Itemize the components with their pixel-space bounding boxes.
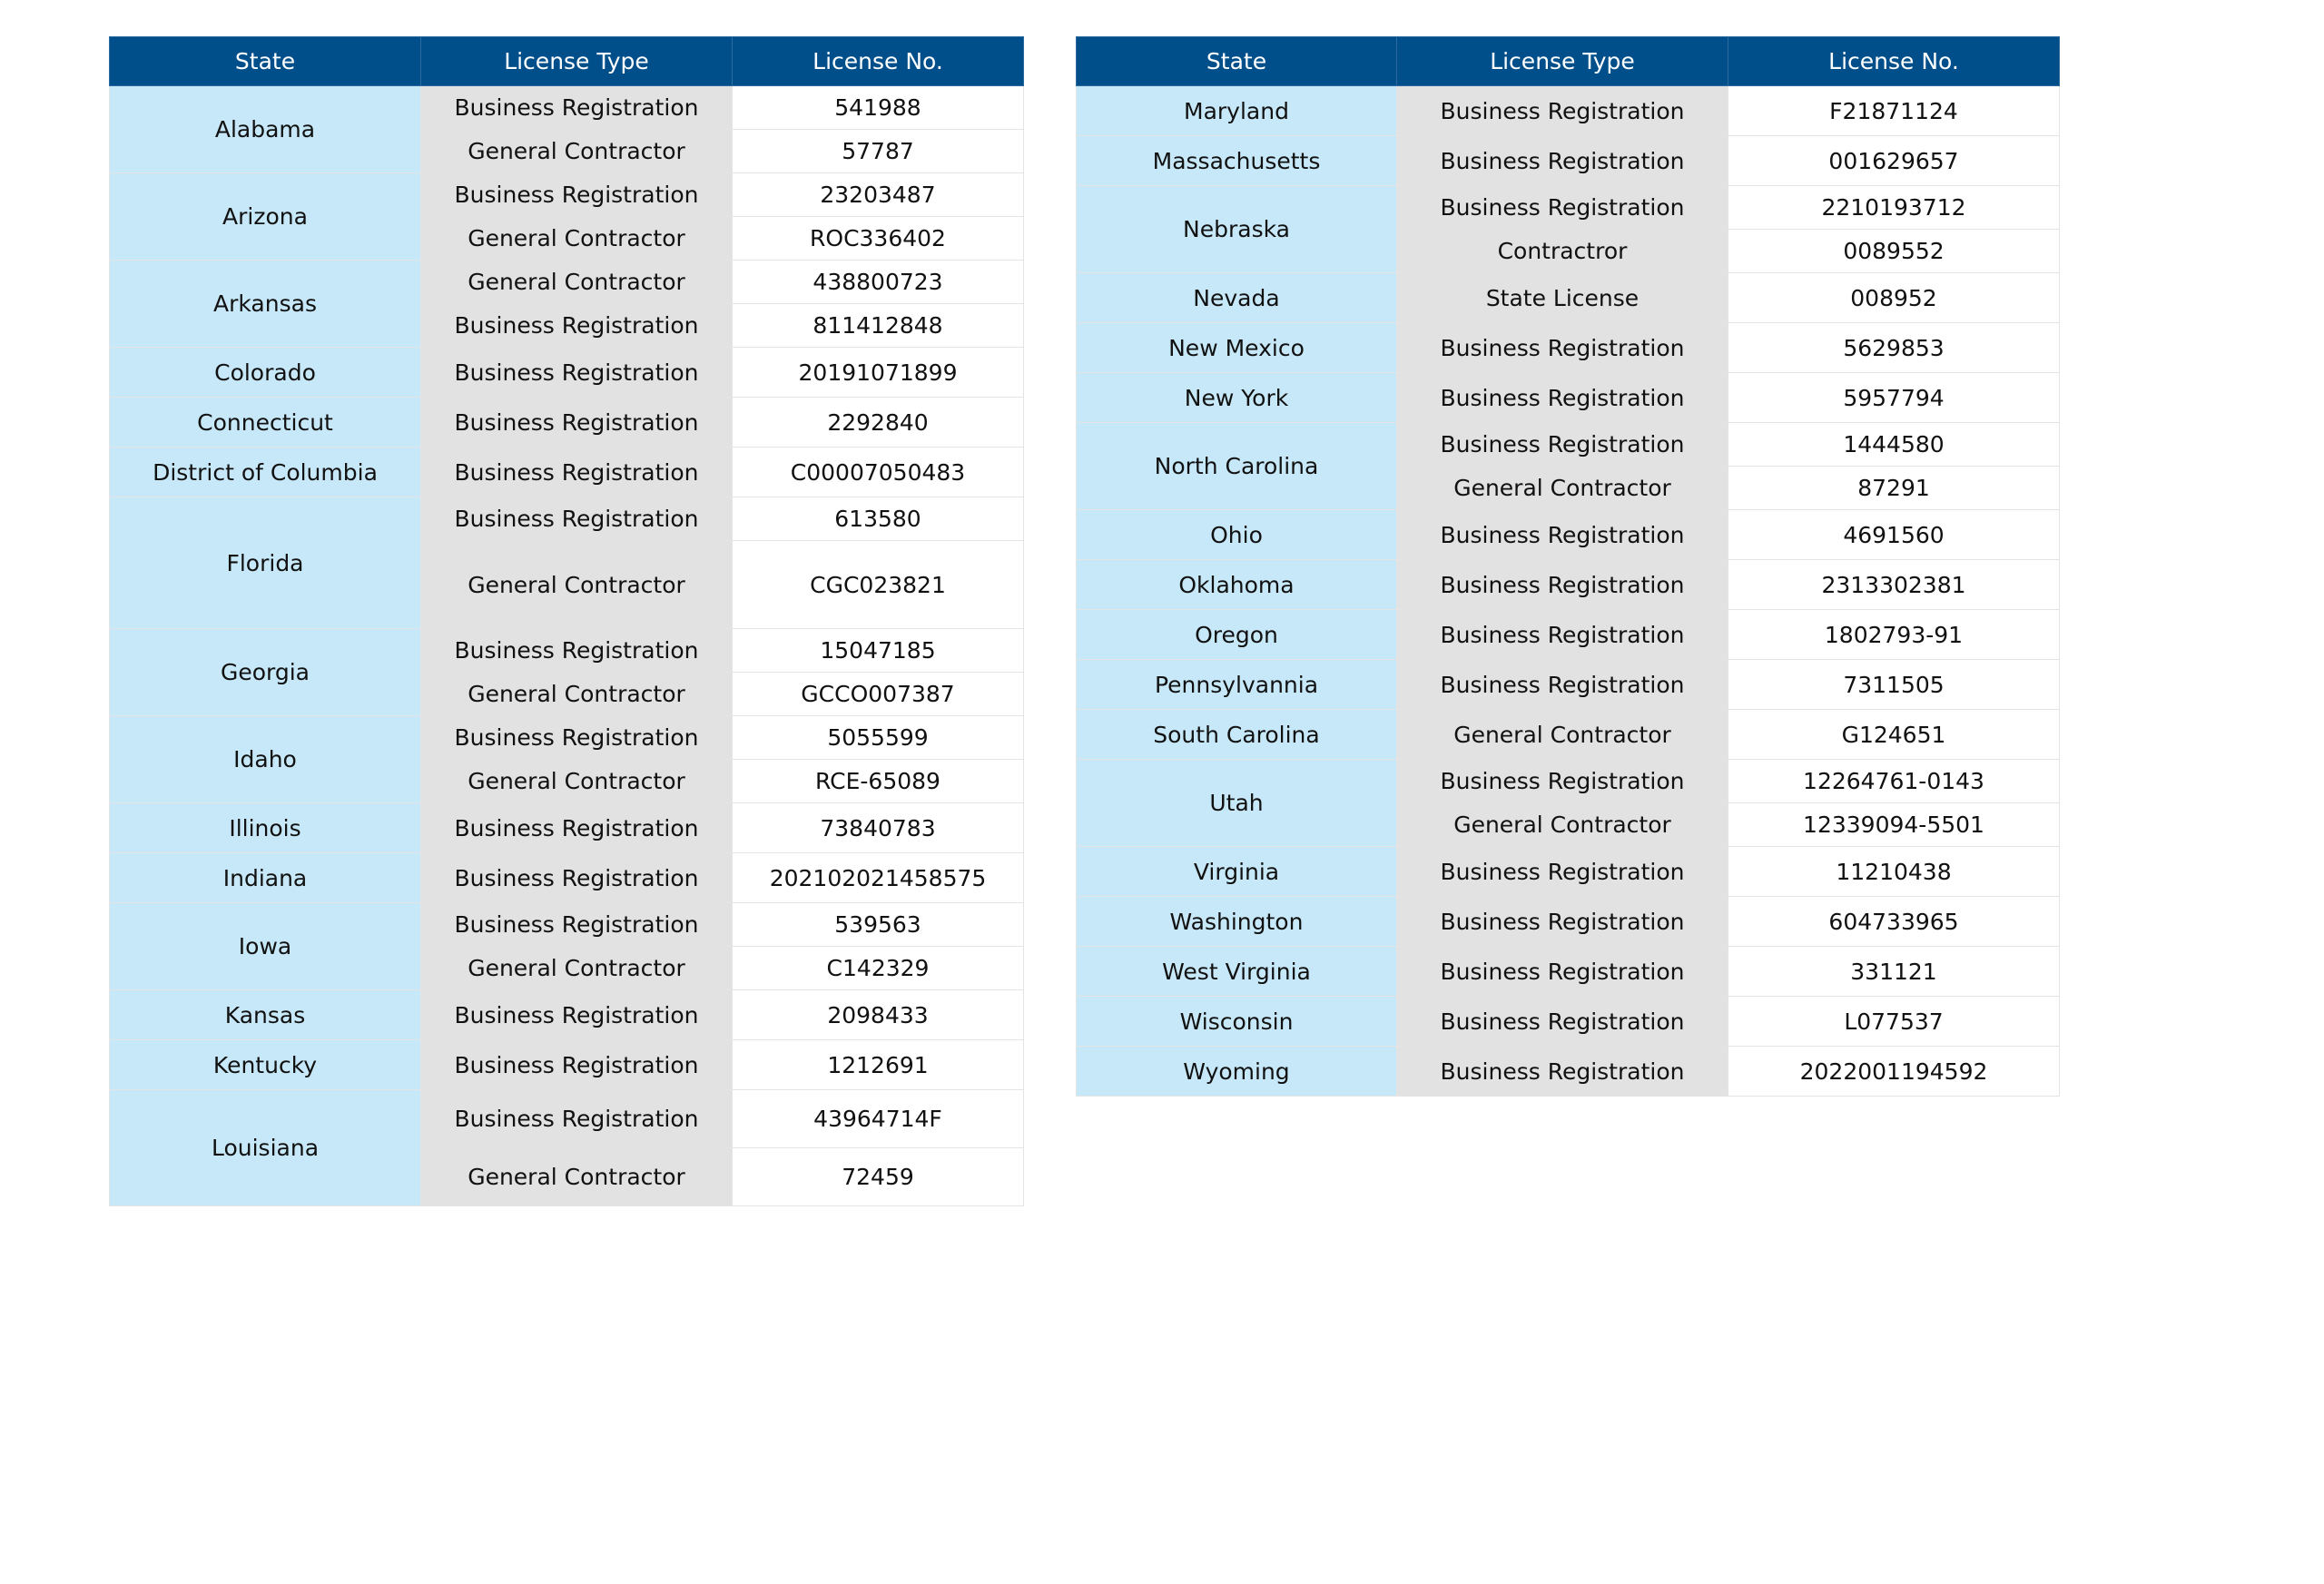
table-row (1077, 423, 2060, 467)
table-row (1077, 1047, 2060, 1097)
license-number-cell: 1444580 (1728, 423, 2060, 467)
license-table-left (109, 36, 1024, 1206)
license-type-cell: Business Registration (1397, 1047, 1728, 1097)
license-type-cell: Business Registration (421, 803, 733, 853)
license-number-cell: 15047185 (733, 629, 1024, 673)
table-row (1077, 560, 2060, 610)
state-cell: Oregon (1077, 610, 1397, 660)
license-number-cell: 001629657 (1728, 136, 2060, 186)
license-type-cell: General Contractor (1397, 710, 1728, 760)
license-number-cell: 7311505 (1728, 660, 2060, 710)
state-cell: Maryland (1077, 86, 1397, 136)
license-type-cell: General Contractor (421, 760, 733, 803)
table-row (1077, 273, 2060, 323)
license-number-cell: 11210438 (1728, 847, 2060, 897)
header-row (1077, 37, 2060, 86)
license-number-cell: 57787 (733, 130, 1024, 173)
license-type-cell: Business Registration (1397, 997, 1728, 1047)
license-type-cell: Business Registration (1397, 136, 1728, 186)
license-type-cell: Business Registration (421, 398, 733, 448)
license-type-cell: Business Registration (1397, 610, 1728, 660)
state-cell: Kansas (110, 990, 421, 1040)
license-number-cell: 2022001194592 (1728, 1047, 2060, 1097)
license-number-cell: 5055599 (733, 716, 1024, 760)
state-cell: Washington (1077, 897, 1397, 947)
table-header (110, 37, 1024, 86)
state-cell: Massachusetts (1077, 136, 1397, 186)
license-number-cell: 5957794 (1728, 373, 2060, 423)
license-type-cell: Business Registration (1397, 760, 1728, 803)
state-cell: Colorado (110, 348, 421, 398)
license-number-cell: 2292840 (733, 398, 1024, 448)
table-row (1077, 897, 2060, 947)
state-cell: Kentucky (110, 1040, 421, 1090)
license-type-cell: General Contractor (421, 217, 733, 261)
table-row (110, 261, 1024, 304)
license-number-cell: 12264761-0143 (1728, 760, 2060, 803)
license-type-cell: Business Registration (1397, 560, 1728, 610)
table-row (110, 448, 1024, 497)
state-cell: Wisconsin (1077, 997, 1397, 1047)
license-number-cell: 23203487 (733, 173, 1024, 217)
license-type-cell: Business Registration (1397, 323, 1728, 373)
license-type-cell: Business Registration (1397, 373, 1728, 423)
license-number-cell: F21871124 (1728, 86, 2060, 136)
license-number-cell: 2210193712 (1728, 186, 2060, 230)
table-row (110, 348, 1024, 398)
state-cell: New Mexico (1077, 323, 1397, 373)
license-type-column-header: License Type (1397, 37, 1728, 86)
table-row (1077, 847, 2060, 897)
table-row (110, 716, 1024, 760)
table-row (1077, 760, 2060, 803)
table-row (110, 990, 1024, 1040)
license-number-cell: 2098433 (733, 990, 1024, 1040)
table-row (110, 903, 1024, 947)
state-cell: Alabama (110, 86, 421, 173)
license-type-cell: General Contractor (1397, 467, 1728, 510)
state-cell: Florida (110, 497, 421, 629)
table-row (110, 803, 1024, 853)
license-number-cell: 539563 (733, 903, 1024, 947)
table-row (1077, 510, 2060, 560)
license-type-cell: Business Registration (421, 716, 733, 760)
header-row (110, 37, 1024, 86)
license-number-cell: 73840783 (733, 803, 1024, 853)
license-number-cell: G124651 (1728, 710, 2060, 760)
state-column-header: State (110, 37, 421, 86)
license-type-cell: Business Registration (1397, 897, 1728, 947)
license-type-cell: General Contractor (421, 261, 733, 304)
license-number-cell: 72459 (733, 1148, 1024, 1206)
license-number-cell: 12339094-5501 (1728, 803, 2060, 847)
license-number-cell: 1212691 (733, 1040, 1024, 1090)
license-type-cell: Business Registration (421, 497, 733, 541)
table-body (110, 86, 1024, 1206)
license-number-cell: 202102021458575 (733, 853, 1024, 903)
license-number-cell: 604733965 (1728, 897, 2060, 947)
license-number-cell: RCE-65089 (733, 760, 1024, 803)
table-row (110, 1090, 1024, 1148)
license-number-cell: 1802793-91 (1728, 610, 2060, 660)
license-type-cell: General Contractor (421, 947, 733, 990)
license-type-cell: Business Registration (421, 86, 733, 130)
license-number-cell: 331121 (1728, 947, 2060, 997)
state-cell: Connecticut (110, 398, 421, 448)
table-body (1077, 86, 2060, 1097)
license-table-right (1076, 36, 2060, 1097)
state-cell: Nevada (1077, 273, 1397, 323)
table-row (110, 1040, 1024, 1090)
state-cell: Utah (1077, 760, 1397, 847)
license-number-cell: 4691560 (1728, 510, 2060, 560)
license-type-cell: State License (1397, 273, 1728, 323)
table-row (1077, 323, 2060, 373)
license-number-cell: 811412848 (733, 304, 1024, 348)
license-type-cell: Business Registration (1397, 660, 1728, 710)
license-number-cell: 613580 (733, 497, 1024, 541)
state-cell: Arizona (110, 173, 421, 261)
state-cell: North Carolina (1077, 423, 1397, 510)
license-number-cell: C142329 (733, 947, 1024, 990)
table-row (1077, 947, 2060, 997)
license-type-cell: Business Registration (421, 304, 733, 348)
state-cell: Ohio (1077, 510, 1397, 560)
license-type-cell: Business Registration (421, 990, 733, 1040)
license-type-cell: General Contractor (421, 130, 733, 173)
state-cell: Pennsylvannia (1077, 660, 1397, 710)
license-number-cell: 43964714F (733, 1090, 1024, 1148)
license-number-cell: C00007050483 (733, 448, 1024, 497)
license-type-cell: General Contractor (421, 1148, 733, 1206)
state-cell: Arkansas (110, 261, 421, 348)
state-cell: New York (1077, 373, 1397, 423)
license-type-cell: Business Registration (1397, 423, 1728, 467)
license-type-cell: Business Registration (421, 1090, 733, 1148)
table-row (1077, 997, 2060, 1047)
state-cell: Virginia (1077, 847, 1397, 897)
license-number-cell: GCCO007387 (733, 673, 1024, 716)
state-cell: West Virginia (1077, 947, 1397, 997)
license-number-cell: 438800723 (733, 261, 1024, 304)
table-row (110, 853, 1024, 903)
table-header (1077, 37, 2060, 86)
license-type-cell: Contractror (1397, 230, 1728, 273)
state-cell: Georgia (110, 629, 421, 716)
license-type-cell: Business Registration (421, 348, 733, 398)
state-cell: Idaho (110, 716, 421, 803)
table-row (110, 398, 1024, 448)
state-cell: Iowa (110, 903, 421, 990)
license-number-cell: 87291 (1728, 467, 2060, 510)
license-type-cell: Business Registration (421, 448, 733, 497)
license-type-cell: Business Registration (1397, 510, 1728, 560)
state-cell: Nebraska (1077, 186, 1397, 273)
table-row (1077, 373, 2060, 423)
license-type-cell: Business Registration (1397, 947, 1728, 997)
license-number-cell: 008952 (1728, 273, 2060, 323)
state-cell: Louisiana (110, 1090, 421, 1206)
license-type-cell: Business Registration (1397, 86, 1728, 136)
state-column-header: State (1077, 37, 1397, 86)
license-type-cell: General Contractor (421, 673, 733, 716)
license-number-cell: 0089552 (1728, 230, 2060, 273)
license-number-cell: ROC336402 (733, 217, 1024, 261)
license-type-cell: General Contractor (1397, 803, 1728, 847)
license-number-cell: 2313302381 (1728, 560, 2060, 610)
license-type-cell: Business Registration (1397, 847, 1728, 897)
table-row (1077, 710, 2060, 760)
license-type-cell: General Contractor (421, 541, 733, 629)
license-type-cell: Business Registration (421, 629, 733, 673)
license-number-cell: L077537 (1728, 997, 2060, 1047)
license-number-cell: 541988 (733, 86, 1024, 130)
license-type-cell: Business Registration (421, 903, 733, 947)
state-cell: Wyoming (1077, 1047, 1397, 1097)
license-type-cell: Business Registration (421, 173, 733, 217)
table-row (110, 86, 1024, 130)
license-number-cell: 5629853 (1728, 323, 2060, 373)
license-number-cell: 20191071899 (733, 348, 1024, 398)
state-cell: Illinois (110, 803, 421, 853)
license-type-cell: Business Registration (421, 1040, 733, 1090)
license-no-column-header: License No. (733, 37, 1024, 86)
table-row (110, 497, 1024, 541)
table-row (1077, 136, 2060, 186)
license-type-cell: Business Registration (1397, 186, 1728, 230)
license-type-column-header: License Type (421, 37, 733, 86)
state-cell: South Carolina (1077, 710, 1397, 760)
state-cell: District of Columbia (110, 448, 421, 497)
license-number-cell: CGC023821 (733, 541, 1024, 629)
state-cell: Indiana (110, 853, 421, 903)
license-type-cell: Business Registration (421, 853, 733, 903)
license-no-column-header: License No. (1728, 37, 2060, 86)
table-row (1077, 86, 2060, 136)
state-cell: Oklahoma (1077, 560, 1397, 610)
table-row (110, 173, 1024, 217)
table-row (110, 629, 1024, 673)
table-row (1077, 660, 2060, 710)
table-row (1077, 186, 2060, 230)
table-row (1077, 610, 2060, 660)
